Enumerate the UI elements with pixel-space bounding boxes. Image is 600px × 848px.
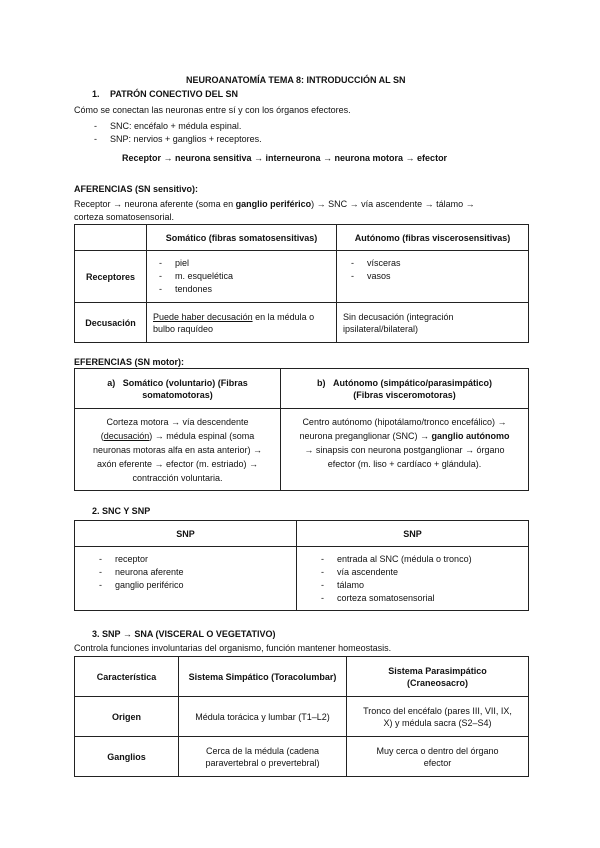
eferencias-table xyxy=(74,368,529,491)
table-row xyxy=(75,303,529,343)
table-row xyxy=(75,369,529,409)
list-item: - tálamo xyxy=(337,579,522,592)
list-item: - SNC: encéfalo + médula espinal. xyxy=(110,120,262,133)
aferencias-heading: AFERENCIAS (SN sensitivo): xyxy=(74,184,199,194)
table-header: Sistema Parasimpático (Craneosacro) xyxy=(347,657,529,697)
table-cell xyxy=(297,547,529,611)
row-label-receptores: Receptores xyxy=(75,251,147,303)
table-header: SNP xyxy=(75,521,297,547)
list-item: - neurona aferente xyxy=(115,566,290,579)
sna-table xyxy=(74,656,529,777)
table-row xyxy=(75,547,529,611)
section-1-intro: Cómo se conectan las neuronas entre sí y con los órganos efectores. xyxy=(74,105,351,115)
table-header: Autónomo (fibras viscerosensitivas) xyxy=(337,225,529,251)
section-1-bullets xyxy=(110,120,262,146)
section-3-intro: Controla funciones involuntarias del organismo, función mantener homeostasis. xyxy=(74,643,392,653)
section-3-heading: 3. SNP → SNA (VISCERAL O VEGETATIVO) xyxy=(92,629,276,639)
list-item: - m. esquelética xyxy=(175,270,330,283)
list-item: - piel xyxy=(175,257,330,270)
table-row xyxy=(75,225,529,251)
table-header: Somático (fibras somatosensitivas) xyxy=(147,225,337,251)
document-title: NEUROANATOMÍA TEMA 8: INTRODUCCIÓN AL SN xyxy=(186,75,406,85)
eferencias-heading: EFERENCIAS (SN motor): xyxy=(74,357,184,367)
table-header: Sistema Simpático (Toracolumbar) xyxy=(179,657,347,697)
table-cell xyxy=(337,251,529,303)
row-label-ganglios: Ganglios xyxy=(75,737,179,777)
aferencias-table xyxy=(74,224,529,343)
table-header: a) Somático (voluntario) (Fibras somatomotoras) xyxy=(75,369,281,409)
table-row xyxy=(75,521,529,547)
section-1-heading: PATRÓN CONECTIVO DEL SN xyxy=(110,89,239,99)
section-1-number: 1. xyxy=(92,89,100,99)
list-item: - entrada al SNC (médula o tronco) xyxy=(337,553,522,566)
table-header-empty xyxy=(75,225,147,251)
row-label-origen: Origen xyxy=(75,697,179,737)
list-item: - vasos xyxy=(367,270,522,283)
table-cell: Centro autónomo (hipotálamo/tronco encefálico) → neurona preganglionar (SNC) → ganglio autónomo → sinapsis con neurona postganglionar → órgano efector (m. liso + cardíaco + glándula). xyxy=(281,409,529,491)
table-row xyxy=(75,409,529,491)
table-cell xyxy=(147,251,337,303)
table-header: SNP xyxy=(297,521,529,547)
aferencias-line-2: corteza somatosensorial. xyxy=(74,212,175,222)
table-cell: Sin decusación (integración ipsilateral/bilateral) xyxy=(337,303,529,343)
list-item: - corteza somatosensorial xyxy=(337,592,522,605)
table-header: Característica xyxy=(75,657,179,697)
table-row xyxy=(75,657,529,697)
row-label-decusacion: Decusación xyxy=(75,303,147,343)
list-item: - vía ascendente xyxy=(337,566,522,579)
list-item: - tendones xyxy=(175,283,330,296)
table-cell: Cerca de la médula (cadena paravertebral o prevertebral) xyxy=(179,737,347,777)
table-row xyxy=(75,697,529,737)
table-cell: Puede haber decusación en la médula o bulbo raquídeo xyxy=(147,303,337,343)
connection-flow: Receptor → neurona sensitiva → interneurona → neurona motora → efector xyxy=(122,153,448,163)
list-item: - ganglio periférico xyxy=(115,579,290,592)
list-item: - SNP: nervios + ganglios + receptores. xyxy=(110,133,262,146)
table-row xyxy=(75,251,529,303)
table-row xyxy=(75,737,529,777)
section-2-heading: 2. SNC Y SNP xyxy=(92,506,151,516)
table-cell: Muy cerca o dentro del órgano efector xyxy=(347,737,529,777)
list-item: - vísceras xyxy=(367,257,522,270)
table-cell xyxy=(75,547,297,611)
table-cell: Médula torácica y lumbar (T1–L2) xyxy=(179,697,347,737)
table-header: b) Autónomo (simpático/parasimpático) (Fibras visceromotoras) xyxy=(281,369,529,409)
list-item: - receptor xyxy=(115,553,290,566)
aferencias-line-1: Receptor → neurona aferente (soma en ganglio periférico) → SNC → vía ascendente → tálamo → xyxy=(74,199,475,209)
snc-snp-table xyxy=(74,520,529,611)
table-cell: Tronco del encéfalo (pares III, VII, IX, X) y médula sacra (S2–S4) xyxy=(347,697,529,737)
table-cell: Corteza motora → vía descendente (decusación) → médula espinal (soma neuronas motoras alfa en asta anterior) → axón eferente → efector (m. estriado) → contracción voluntaria. xyxy=(75,409,281,491)
